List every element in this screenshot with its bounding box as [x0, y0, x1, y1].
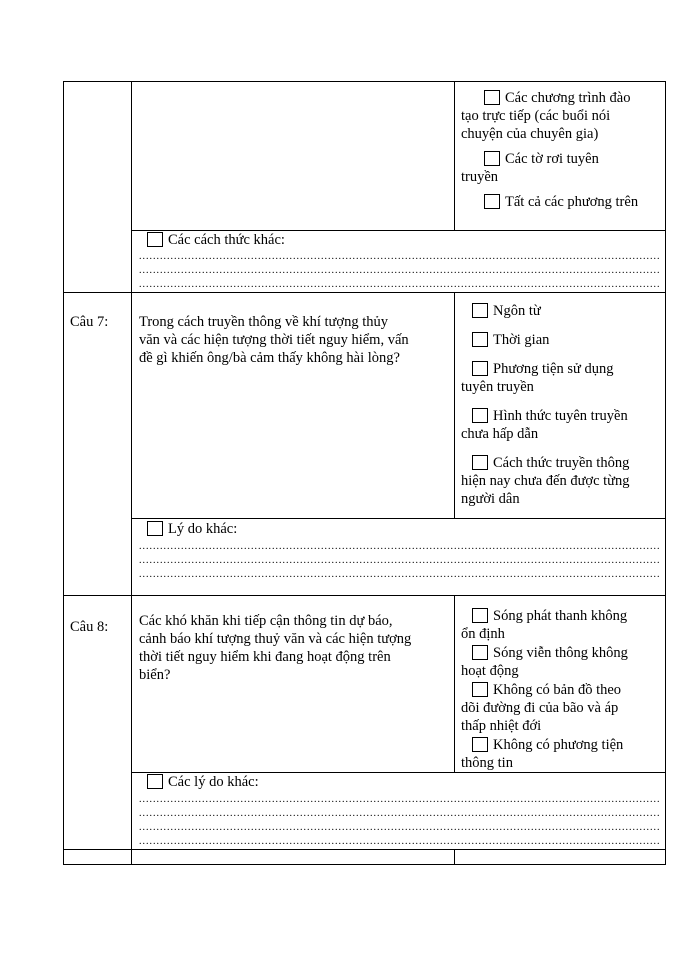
fill-in-line[interactable] [139, 795, 660, 805]
checkbox[interactable] [472, 737, 488, 752]
checkbox[interactable] [484, 151, 500, 166]
column-divider [454, 595, 455, 772]
fill-in-line[interactable] [139, 266, 660, 276]
table-border-left [63, 81, 64, 865]
fill-in-line[interactable] [139, 809, 660, 819]
checkbox[interactable] [147, 774, 163, 789]
row-divider [63, 849, 666, 850]
fill-in-line[interactable] [139, 823, 660, 833]
checkbox[interactable] [484, 90, 500, 105]
checkbox[interactable] [472, 332, 488, 347]
fill-in-line[interactable] [139, 252, 660, 262]
checkbox[interactable] [472, 682, 488, 697]
fill-in-line[interactable] [139, 837, 660, 847]
question-8-number: Câu 8: [70, 619, 109, 635]
checkbox[interactable] [472, 645, 488, 660]
table-border-right [665, 81, 666, 865]
fill-in-line[interactable] [139, 570, 660, 580]
question-7-number: Câu 7: [70, 314, 109, 330]
column-divider [454, 849, 455, 865]
table-border-bottom [63, 864, 666, 865]
checkbox[interactable] [472, 361, 488, 376]
checkbox[interactable] [472, 303, 488, 318]
column-divider [454, 292, 455, 518]
row-divider [63, 292, 666, 293]
column-divider [131, 81, 132, 865]
checkbox[interactable] [472, 455, 488, 470]
fill-in-line[interactable] [139, 556, 660, 566]
checkbox[interactable] [484, 194, 500, 209]
fill-in-line[interactable] [139, 542, 660, 552]
column-divider [454, 81, 455, 230]
checkbox[interactable] [472, 408, 488, 423]
row-divider [63, 595, 666, 596]
fill-in-line[interactable] [139, 280, 660, 290]
checkbox[interactable] [147, 521, 163, 536]
checkbox[interactable] [472, 608, 488, 623]
checkbox[interactable] [147, 232, 163, 247]
table-border-top [63, 81, 666, 82]
row-divider [132, 518, 666, 519]
